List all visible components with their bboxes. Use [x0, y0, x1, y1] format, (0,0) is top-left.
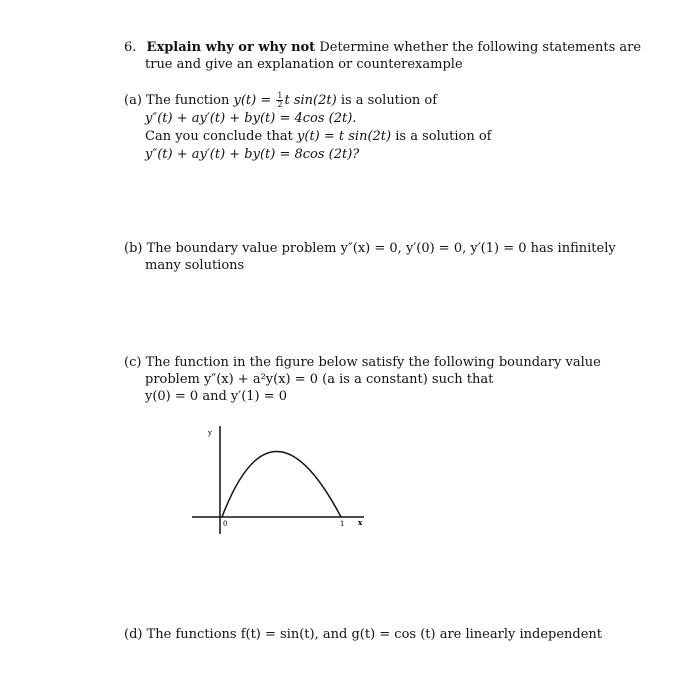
part-c-line1: [124, 355, 601, 371]
problem-intro-line2: true and give an explanation or counterexample: [145, 57, 463, 72]
part-c-line2: problem y″(x) + a²y(x) = 0 (a is a constant) such that: [145, 372, 494, 387]
part-c-line3: y(0) = 0 and y′(1) = 0: [145, 389, 288, 404]
part-a-text: The function: [146, 93, 230, 108]
fraction-one-half: [276, 92, 283, 109]
y-axis-label: y: [208, 429, 212, 437]
part-b-label: (b): [124, 241, 143, 256]
part-a-func-lhs: y(t) =: [233, 93, 272, 108]
part-a-text-post: is a solution of: [340, 93, 438, 108]
part-d-label: (d): [124, 627, 143, 642]
part-a-question: Can you conclude that: [145, 129, 293, 144]
part-b-line1: [124, 241, 616, 257]
part-a-label: (a): [124, 93, 142, 108]
part-b-text: The boundary value problem y″(x) = 0, y′(0) = 0, y′(1) = 0 has infinitely: [146, 241, 616, 256]
part-a-question-post: is a solution of: [395, 129, 492, 144]
part-a-line3: [145, 129, 491, 145]
part-b-line2: many solutions: [145, 258, 245, 273]
part-a-func-rhs: t sin(2t): [284, 93, 337, 108]
function-curve: [222, 452, 341, 518]
part-c-label: (c): [124, 355, 142, 370]
part-d-line: [124, 627, 602, 643]
frac-denominator: 2: [277, 100, 283, 109]
part-c-text: The function in the figure below satisfy the following boundary value: [145, 355, 601, 370]
origin-label: 0: [223, 520, 228, 528]
part-a-line1: [124, 92, 437, 109]
problem-title: Explain why or why not: [146, 40, 316, 55]
problem-intro-line1: Determine whether the following statements are: [319, 40, 642, 55]
frac-numerator: 1: [277, 91, 283, 100]
part-a-ode2: y″(t) + ay′(t) + by(t) = 8cos (2t)?: [145, 147, 360, 162]
x-tick-label: 1: [340, 520, 345, 528]
x-axis-label: x: [358, 518, 363, 527]
problem-number: 6.: [124, 40, 137, 55]
part-a-question-func: y(t) = t sin(2t): [297, 129, 392, 144]
problem-header: [124, 40, 641, 56]
part-a-ode1: y″(t) + ay′(t) + by(t) = 4cos (2t).: [145, 111, 357, 126]
boundary-value-figure: [188, 418, 378, 538]
part-d-text: The functions f(t) = sin(t), and g(t) = cos (t) are linearly independent: [146, 627, 603, 642]
